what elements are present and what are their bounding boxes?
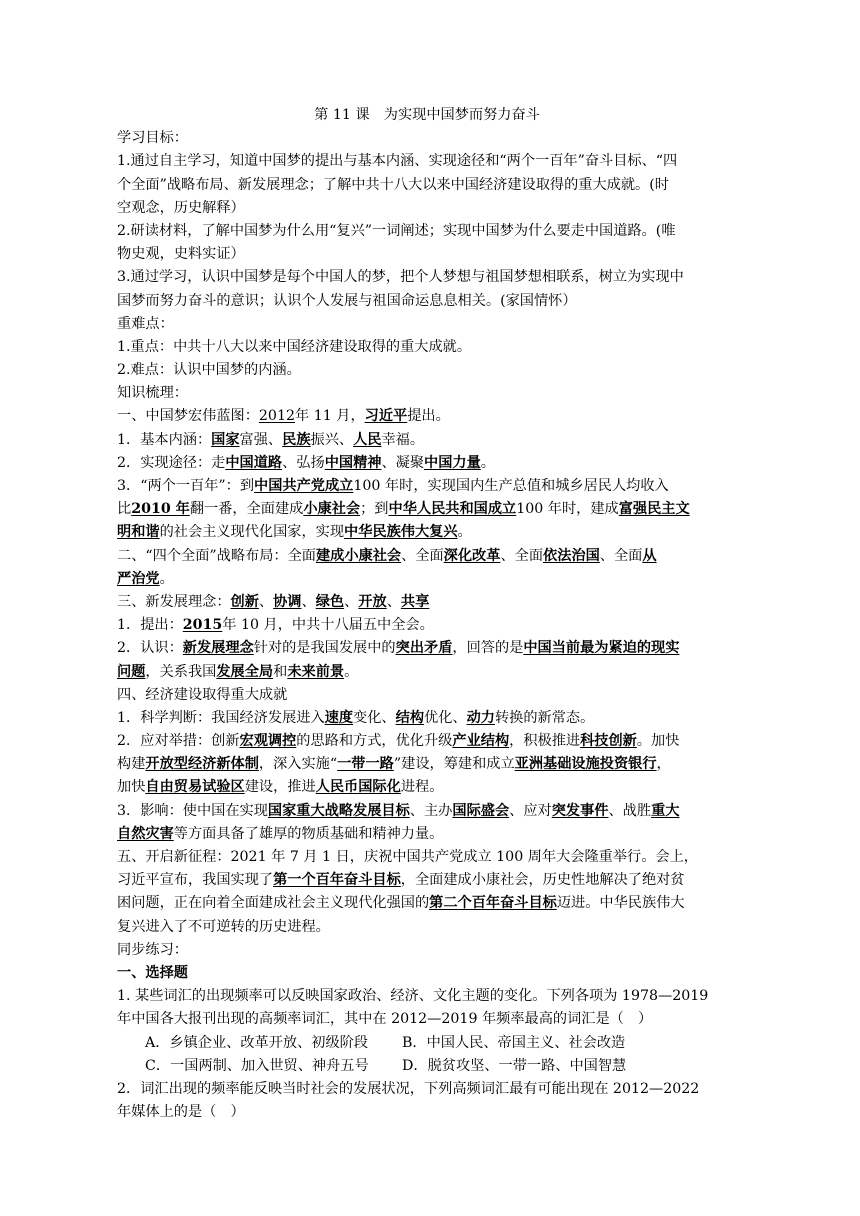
keyword: 未来前景 <box>287 663 345 680</box>
text: 2．认识： <box>117 640 183 657</box>
section-2-four-comprehensives-line-2 <box>117 568 737 591</box>
objective-3-line-2: 国梦而努力奋斗的意识；认识个人发展与祖国命运息息相关。(家国情怀） <box>117 292 577 309</box>
point-measures-line-3 <box>117 776 737 799</box>
multiple-choice-heading: 一、选择题 <box>117 964 188 981</box>
text: 、全面 <box>401 547 444 564</box>
keyword: 绿色 <box>315 593 345 610</box>
keyword: 人民 <box>353 431 382 448</box>
text: 、主办 <box>409 802 453 819</box>
text: 的思路和方式，优化升级 <box>296 733 453 750</box>
option-b[interactable]: B．中国人民、帝国主义、社会改造 <box>402 1034 626 1051</box>
objective-2-line-1: 2.研读材料，了解中国梦为什么用“复兴”一词阐述；实现中国梦为什么要走中国道路。(唯 <box>117 222 676 239</box>
objective-1-line-1: 1.通过自主学习，知道中国梦的提出与基本内涵、实现途径和“两个一百年”奋斗目标、“四 <box>117 153 678 170</box>
point-scientific-judgment <box>117 707 737 730</box>
keyword: 突发事件 <box>551 802 609 819</box>
text: 1．提出： <box>117 617 183 634</box>
keyword: 自由贸易试验区 <box>145 779 245 796</box>
keypoints-heading: 重难点： <box>117 315 174 332</box>
objective-2-line-2: 物史观，史料实证） <box>117 246 245 263</box>
text: 振兴、 <box>310 431 354 448</box>
keyword: 富强民主文 <box>618 501 690 518</box>
section-1-china-dream <box>117 405 737 428</box>
section-3-new-development <box>117 591 737 614</box>
text: ”建设，筹建和成立 <box>393 756 515 773</box>
text: ，全面建成小康社会，历史性地解决了绝对贫 <box>400 872 685 889</box>
point-realization-path <box>117 452 737 475</box>
text: 变化、 <box>353 709 396 726</box>
keyword: 自然灾害 <box>117 825 174 842</box>
text: 富强、 <box>239 431 283 448</box>
text: 转换的新常态。 <box>494 709 595 726</box>
point-impact-line-1 <box>117 800 737 823</box>
text: 、弘扬 <box>282 454 325 471</box>
section-2-four-comprehensives-line-1 <box>117 545 737 568</box>
keyword: 协调 <box>273 593 302 610</box>
keyword: 动力 <box>466 709 495 726</box>
text: 年 11 月， <box>295 408 365 425</box>
text: ，积极推进 <box>509 733 581 750</box>
text: 二、“四个全面”战略布局：全面 <box>117 547 316 564</box>
text: 、 <box>301 593 316 610</box>
keyword: 开放型经济新体制 <box>145 756 259 773</box>
keyword: 中国力量 <box>424 454 481 471</box>
keyword: 深化改革 <box>443 547 501 564</box>
text: ，关系我国 <box>145 663 217 680</box>
text: 加快 <box>117 779 146 796</box>
keyword: 第二个百年奋斗目标 <box>429 895 557 912</box>
keyword: 中国共产党成立 <box>254 478 354 494</box>
text: 迈进。中华民族伟大 <box>556 895 685 912</box>
keyword: 第一个百年奋斗目标 <box>273 872 401 889</box>
keypoint-1: 1.重点：中共十八大以来中国经济建设取得的重大成就。 <box>117 338 472 355</box>
text: 。 <box>480 454 495 471</box>
text: 2．应对举措：创新 <box>117 733 240 750</box>
keyword: 共享 <box>400 593 430 610</box>
text: 、 <box>344 593 359 610</box>
text: 年 10 月，中共十八届五中全会。 <box>222 617 434 634</box>
keyword: 中国道路 <box>225 454 283 471</box>
keyword: 宏观调控 <box>239 733 297 750</box>
option-c[interactable]: C．一国两制、加入世贸、神舟五号 <box>145 1057 369 1074</box>
section-5-new-journey-line-3 <box>117 892 737 915</box>
text: 100 年时，实现国内生产总值和城乡居民人均收入 <box>353 478 669 494</box>
text: 。 <box>344 663 359 680</box>
text: 提出。 <box>407 408 450 425</box>
question-1-options-ab <box>117 1032 737 1055</box>
text: 、应对 <box>509 802 552 819</box>
keyword: 国家 <box>211 431 240 448</box>
text: 优化、 <box>424 709 467 726</box>
text: 。加快 <box>636 733 680 750</box>
keyword: 中国精神 <box>324 454 382 471</box>
keyword: 国际盛会 <box>452 802 510 819</box>
point-impact-line-2 <box>117 823 737 846</box>
keyword: 创新 <box>230 593 259 610</box>
text: 3．影响：使中国在实现 <box>117 802 268 819</box>
text: 习近平宣布，我国实现了 <box>117 872 274 889</box>
keyword: 2010 年 <box>131 501 190 518</box>
text: 等方面具备了雄厚的物质基础和精神力量。 <box>173 825 444 842</box>
keyword: 结构 <box>395 709 425 726</box>
keyword: 2012 <box>258 408 295 425</box>
text: 3．“两个一百年”：到 <box>117 478 255 494</box>
text: 、全面 <box>599 547 643 564</box>
keyword: 人民币国际化 <box>315 779 401 796</box>
question-1-line-1: 1. 某些词汇的出现频率可以反映国家政治、经济、文化主题的变化。下列各项为 1978—2019 <box>117 988 709 1005</box>
keyword: 亚洲基础设施投资银行 <box>514 756 657 773</box>
keyword: 科技创新 <box>580 733 637 750</box>
keyword: 问题 <box>117 663 146 680</box>
keyword: 严治党 <box>117 570 160 587</box>
question-1-options-cd <box>117 1055 737 1078</box>
text: 的社会主义现代化国家，实现 <box>159 524 345 541</box>
point-proposed <box>117 614 737 637</box>
keyword: 中华人民共和国成立 <box>388 501 517 518</box>
keyword: 中国当前最为紧迫的现实 <box>523 640 680 657</box>
text: ， <box>656 756 671 773</box>
point-understanding-line-1 <box>117 637 737 660</box>
text: ；到 <box>360 501 389 518</box>
text: 100 年时，建成 <box>516 501 619 518</box>
keyword: 发展全局 <box>216 663 274 680</box>
keyword: 依法治国 <box>543 547 600 564</box>
practice-heading: 同步练习： <box>117 941 188 958</box>
keyword: 开放 <box>358 593 387 610</box>
lesson-title: 第 11 课 为实现中国梦而努力奋斗 <box>314 107 540 123</box>
question-1-line-2: 年中国各大报刊出现的高频率词汇，其中在 2012—2019 年频率最高的词汇是（ ） <box>117 1011 653 1028</box>
option-a[interactable]: A．乡镇企业、改革开放、初级阶段 <box>145 1034 369 1051</box>
objective-1-line-2: 个全面”战略布局、新发展理念；了解中共十八大以来中国经济建设取得的重大成就。(时 <box>117 176 669 193</box>
section-5-new-journey-line-1: 五、开启新征程：2021 年 7 月 1 日，庆祝中国共产党成立 100 周年大会隆重举行。会上， <box>117 849 698 865</box>
text: 困问题，正在向着全面建成社会主义现代化强国的 <box>117 895 430 912</box>
text: 幸福。 <box>381 431 425 448</box>
point-measures-line-1 <box>117 730 737 753</box>
text: 1．科学判断：我国经济发展进入 <box>117 709 325 726</box>
point-two-centenary-line-1 <box>117 475 737 498</box>
point-measures-line-2 <box>117 753 737 776</box>
keyword: 速度 <box>324 709 354 726</box>
point-two-centenary-line-3 <box>117 521 737 544</box>
text: 针对的是我国发展中的 <box>253 640 396 657</box>
text: 1．基本内涵： <box>117 431 212 448</box>
keyword: 一带一路 <box>337 756 394 773</box>
objective-3-line-1: 3.通过学习，认识中国梦是每个中国人的梦，把个人梦想与祖国梦想相联系，树立为实现中 <box>117 269 684 286</box>
text: 构建 <box>117 756 146 773</box>
point-basic-connotation <box>117 429 737 452</box>
keyword: 建成小康社会 <box>315 547 402 564</box>
knowledge-heading: 知识梳理： <box>117 385 188 402</box>
option-d[interactable]: D．脱贫攻坚、一带一路、中国智慧 <box>402 1057 627 1074</box>
keyword: 明和谐 <box>117 524 160 541</box>
keyword: 重大 <box>651 802 680 819</box>
text: 、凝聚 <box>381 454 425 471</box>
text: 、战胜 <box>608 802 652 819</box>
keyword: 从 <box>642 547 657 564</box>
text: 建设，推进 <box>244 779 316 796</box>
objective-1-line-3: 空观念，历史解释） <box>117 199 245 216</box>
document-page <box>117 104 737 1124</box>
keyword: 民族 <box>282 431 311 448</box>
text: 2．实现途径：走 <box>117 454 226 471</box>
text: 、全面 <box>500 547 544 564</box>
keyword: 中华民族伟大复兴 <box>344 524 458 541</box>
text: 翻一番，全面建成 <box>189 501 304 518</box>
text: ，回答的是 <box>452 640 524 657</box>
section-5-new-journey-line-4: 复兴进入了不可逆转的历史进程。 <box>117 918 330 935</box>
section-4-economic-achievements: 四、经济建设取得重大成就 <box>117 686 288 703</box>
keyword: 小康社会 <box>303 501 361 518</box>
text: 、 <box>258 593 274 610</box>
objectives-heading: 学习目标： <box>117 130 188 147</box>
keyword: 习近平 <box>364 408 408 425</box>
question-2-line-1: 2．词汇出现的频率能反映当时社会的发展状况，下列高频词汇最有可能出现在 2012—2022 <box>117 1080 700 1097</box>
text: 和 <box>273 663 288 680</box>
point-understanding-line-2 <box>117 661 737 684</box>
text: 。 <box>457 524 472 541</box>
text: 进程。 <box>400 779 444 796</box>
text: 、 <box>386 593 401 610</box>
keyword: 突出矛盾 <box>395 640 453 657</box>
question-2-line-2: 年媒体上的是（ ） <box>117 1104 245 1121</box>
keyword: 2015 <box>182 617 223 634</box>
text: 一、中国梦宏伟蓝图： <box>117 408 259 425</box>
text: 比 <box>117 501 132 518</box>
keyword: 产业结构 <box>452 733 510 750</box>
keyword: 国家重大战略发展目标 <box>267 802 410 819</box>
keyword: 新发展理念 <box>182 640 254 657</box>
section-5-new-journey-line-2 <box>117 869 737 892</box>
text: 。 <box>159 570 174 587</box>
text: 三、新发展理念： <box>117 593 231 610</box>
text: ，深入实施“ <box>258 756 338 773</box>
point-two-centenary-line-2 <box>117 498 737 521</box>
keypoint-2: 2.难点：认识中国梦的内涵。 <box>117 362 301 379</box>
